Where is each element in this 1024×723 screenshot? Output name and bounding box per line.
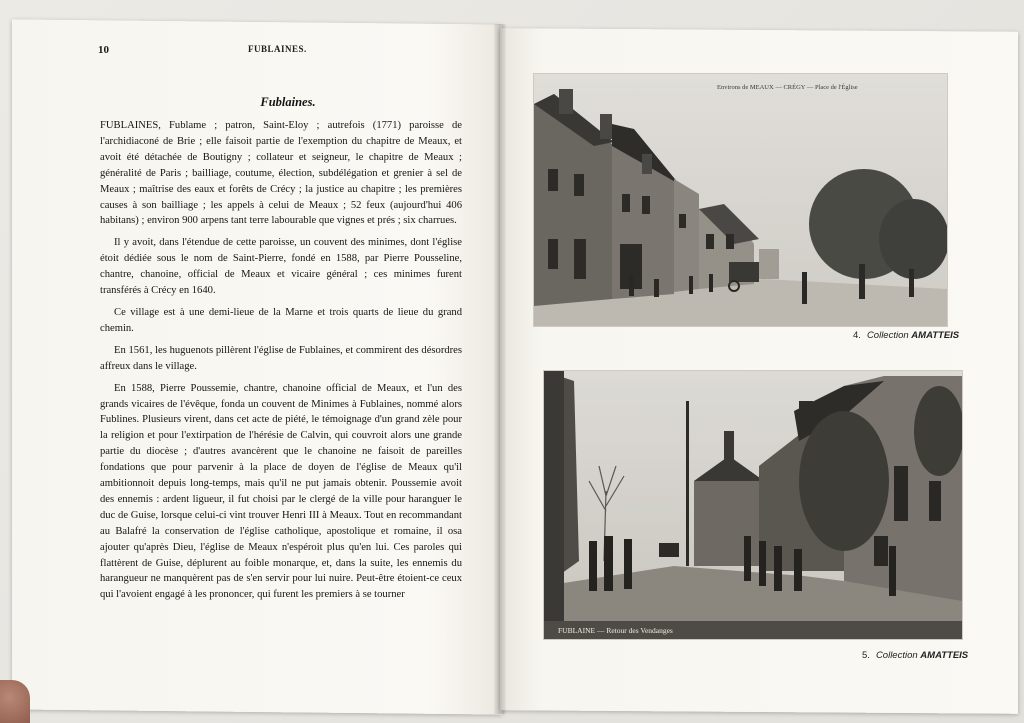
photo-village-square-image [534,74,947,326]
credit-label: Collection [866,330,909,341]
photo-1-credit [853,330,959,341]
body-text [100,118,462,609]
photo-harvest-return [543,370,963,640]
paragraph: Il y avoit, dans l'étendue de cette paroisse, un couvent des minimes, dont l'église étoit dédiée sous le nom de Saint-Pierre, fondé en 1588, par Pierre Pousseline, chantre, chanoine, official de Meaux et vicaire général ; ces minimes furent transférés à Crécy en 1640. [100,237,462,297]
paragraph: Ce village est à une demi-lieue de la Marne et trois quarts de lieue du grand chemin. [100,306,462,334]
photo-2-caption: FUBLAINE — Retour des Vendanges [558,626,673,635]
section-heading: Fublaines. [260,95,316,109]
photo-village-square [533,73,948,327]
thumb [0,680,30,723]
credit-name: AMATTEIS [920,650,969,661]
paragraph: En 1588, Pierre Poussemie, chantre, chanoine official de Meaux, et l'un des grands vicaires de l'évêque, fonda un couvent de Minimes à Fublaines, nommé alors Fublines. Plusieurs virent, dans cet acte de piété, le témoignage d'un grand zèle pour la religion et pour l'extirpation de l'hérésie de Calvin, qui couvroit alors une grande partie du diocèse ; d'autres avancèrent que le chanoine ne faisoit de pareilles fondations que pour parvenir à la place de doyen de l'église de Meaux qu'il ambitionnoit depuis long-temps, mais qu'il ne put jamais obtenir. Poussemie avoit des ennemis : ardent ligueur, il fut choisi par le clergé de la ville pour haranguer le duc de Guise, lorsque celui-ci vint trouver Henri III à Meaux. Tout en recommandant au Balafré la conservation de l'église catholique, apostolique et romaine, il osa ajouter qu'après Dieu, l'église de Meaux n'espéroit plus qu'en lui. Ces paroles qui flattèrent de Guise, déplurent au foible monarque, et, dans la suite, les ennemis du harangueur ne manquèrent pas de s'en servir pour lui nuire. Peut-être étoient-ce ceux qui l'avoient engagé à les prononcer, qui furent les premiers à se tourner [100,382,462,601]
paragraph: FUBLAINES, Fublame ; patron, Saint-Eloy ; autrefois (1771) paroisse de l'archidiaconé de Brie ; elle faisoit partie de l'exemption du chapitre de Meaux, et avoit été détachée de Boutigny ; collateur et seigneur, le chapitre de Meaux ; généralité de Paris ; bailliage, coutume, élection, subdélégation et grenier à sel de Meaux ; maîtrise des eaux et forêts de Crécy ; la justice au chapitre ; les premières causes à son bailliage ; les appels à celui de Meaux ; 52 feux (aujourd'hui 406 habitans) ; environ 900 arpens tant terre labourable que vignes et prés ; six charrues. [100,120,462,227]
credit-number: 5. [862,650,870,661]
running-title: FUBLAINES. [248,44,307,54]
photo-2-credit [862,650,968,661]
credit-label: Collection [875,650,918,661]
photo-1-caption: Environs de MEAUX — CRÉGY — Place de l'Église [717,84,858,91]
paragraph: En 1561, les huguenots pillèrent l'église de Fublaines, et commirent des désordres affreux dans le village. [100,344,462,372]
page-number: 10 [98,44,109,56]
photo-harvest-return-image [544,371,962,639]
book-spine [494,24,506,714]
credit-name: AMATTEIS [911,330,960,341]
credit-number: 4. [853,330,861,341]
